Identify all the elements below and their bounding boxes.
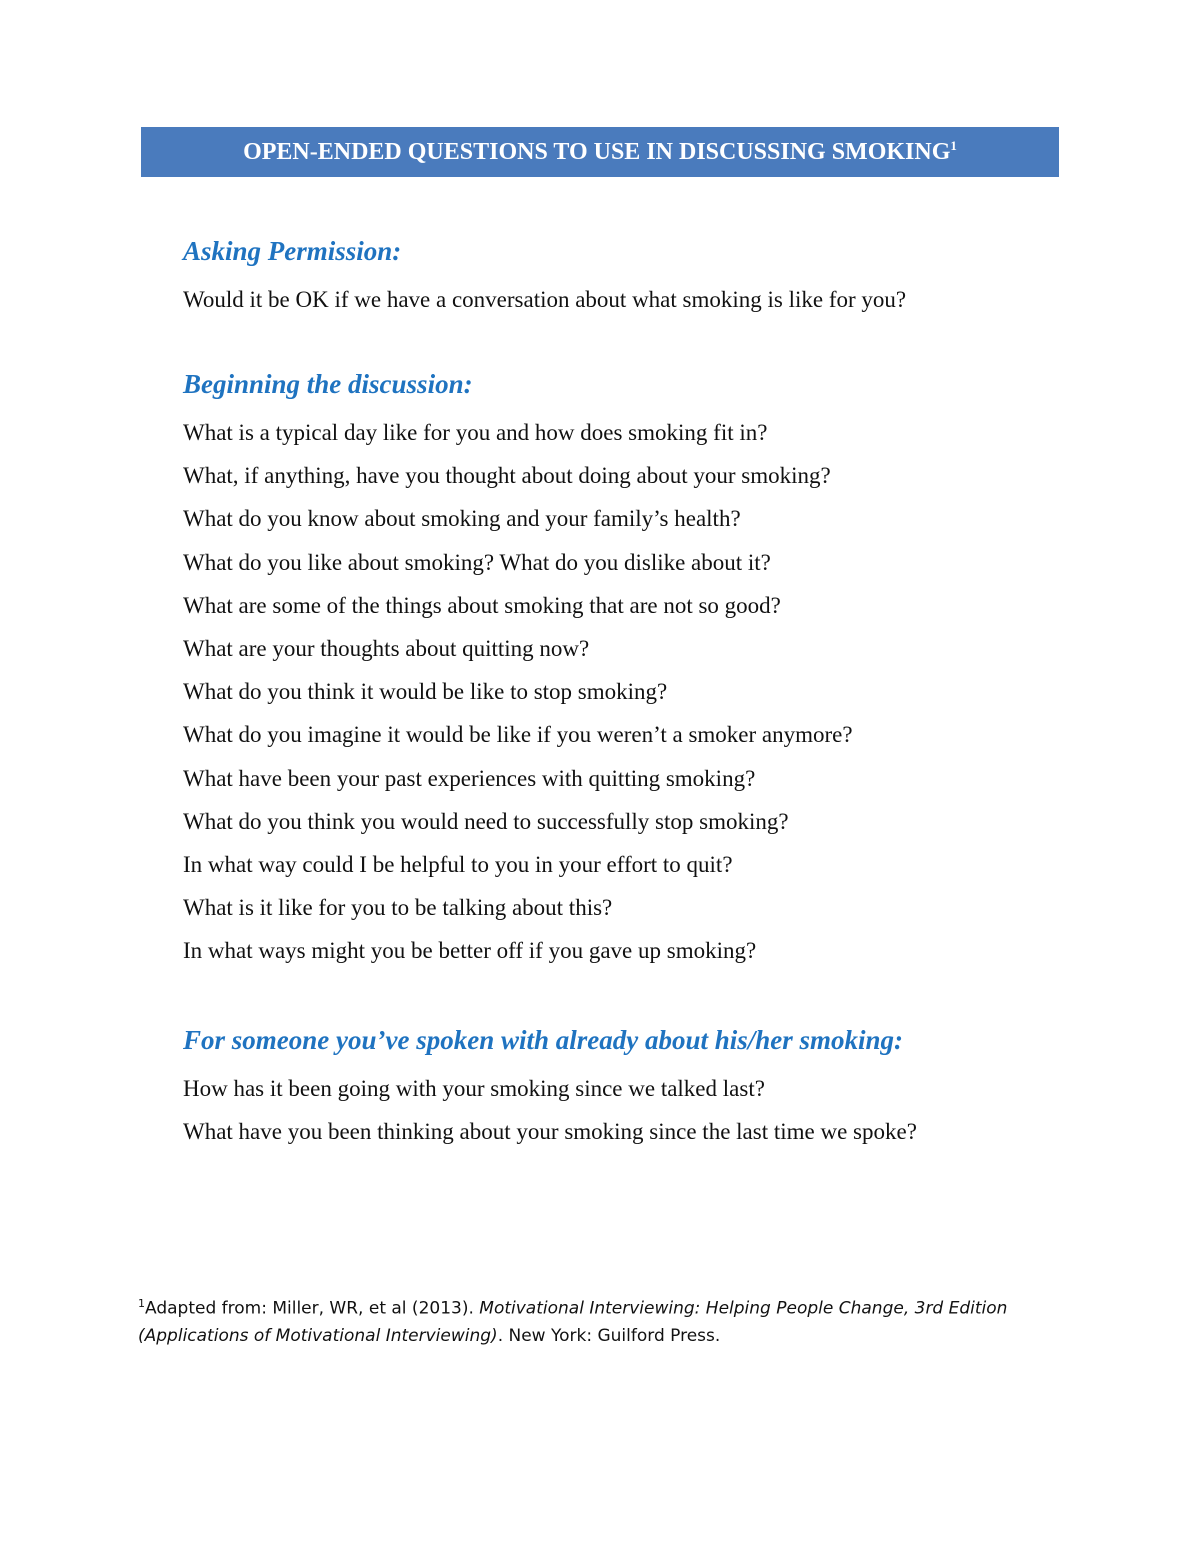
question-item: What have been your past experiences with quitting smoking? <box>183 765 756 791</box>
page-title <box>243 138 957 166</box>
question-item: What do you think you would need to successfully stop smoking? <box>183 808 789 834</box>
section-heading-asking-permission: Asking Permission: <box>183 236 402 266</box>
question-item: In what way could I be helpful to you in your effort to quit? <box>183 852 733 878</box>
question-item: Would it be OK if we have a conversation about what smoking is like for you? <box>183 287 907 312</box>
section-heading-beginning-discussion: Beginning the discussion: <box>183 369 473 399</box>
question-item: What, if anything, have you thought about doing about your smoking? <box>183 463 831 489</box>
question-item: What is it like for you to be talking about this? <box>183 895 613 921</box>
question-list-asking-permission <box>183 278 906 321</box>
citation-footnote <box>138 1290 1068 1350</box>
footnote-prefix: Adapted from: Miller, WR, et al (2013). <box>145 1298 480 1319</box>
question-item: What do you know about smoking and your family’s health? <box>183 506 741 532</box>
title-banner <box>141 127 1059 177</box>
question-item: What do you imagine it would be like if you weren’t a smoker anymore? <box>183 722 853 748</box>
question-list-beginning-discussion <box>183 411 853 973</box>
question-item: What do you think it would be like to stop smoking? <box>183 679 668 705</box>
question-item: What is a typical day like for you and how does smoking fit in? <box>183 420 768 445</box>
question-item: What are some of the things about smoking that are not so good? <box>183 592 781 618</box>
question-item: What are your thoughts about quitting now? <box>183 636 590 662</box>
question-item: In what ways might you be better off if you gave up smoking? <box>183 938 757 964</box>
question-list-follow-up <box>183 1067 1003 1148</box>
footnote-book-title: Motivational Interviewing: Helping People Change, 3rd Edition (Applications of Motivational Interviewing) <box>138 1298 1008 1346</box>
question-item: How has it been going with your smoking since we talked last? <box>183 1076 765 1101</box>
title-footnote-marker: 1 <box>950 138 957 153</box>
page-title-text: OPEN-ENDED QUESTIONS TO USE IN DISCUSSING SMOKING <box>243 139 951 165</box>
footnote-marker: 1 <box>138 1297 145 1310</box>
section-heading-follow-up: For someone you’ve spoken with already about his/her smoking: <box>183 1025 904 1055</box>
question-item: What have you been thinking about your smoking since the last time we spoke? <box>183 1119 917 1145</box>
footnote-suffix: . New York: Guilford Press. <box>497 1325 721 1346</box>
question-item: What do you like about smoking? What do you dislike about it? <box>183 549 771 575</box>
